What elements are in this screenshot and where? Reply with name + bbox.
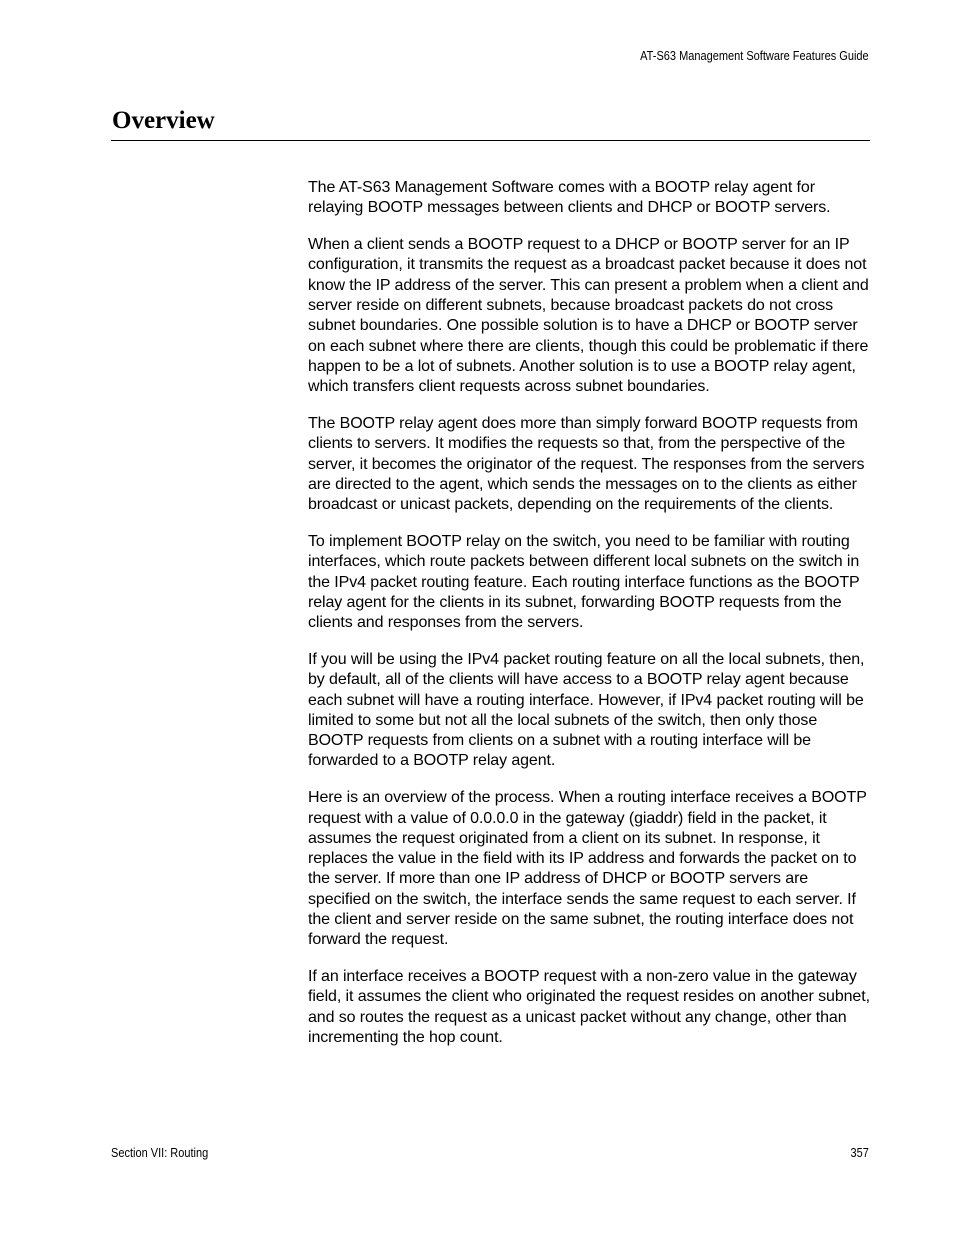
paragraph-1: The AT-S63 Management Software comes with a BOOTP relay agent for relaying BOOTP messages between clients and DHCP or BOOTP servers. bbox=[308, 179, 831, 217]
paragraph-2: When a client sends a BOOTP request to a DHCP or BOOTP server for an IP configuration, it transmits the request as a broadcast packet because it does not know the IP address of the server. This can present a problem when a client and server reside on different subnets, because broadcast packets do not cross subnet boundaries. One possible solution is to have a DHCP or BOOTP server on each subnet where there are clients, though this could be problematic if there happen to be a lot of subnets. Another solution is to use a BOOTP relay agent, which transfers client requests across subnet boundaries. bbox=[308, 236, 869, 396]
paragraph-7: If an interface receives a BOOTP request with a non-zero value in the gateway field, it assumes the client who originated the request resides on another subnet, and so routes the request as a unicast packet without any change, other than incrementing the hop count. bbox=[308, 968, 870, 1046]
paragraph-6: Here is an overview of the process. When a routing interface receives a BOOTP request with a value of 0.0.0.0 in the gateway (giaddr) field in the packet, it assumes the request originated from a client on its subnet. In response, it replaces the value in the field with its IP address and forwards the packet on to the server. If more than one IP address of DHCP or BOOTP servers are specified on the switch, the interface sends the same request to each server. If the client and server reside on the same subnet, the routing interface does not forward the request. bbox=[308, 789, 867, 949]
paragraph-5: If you will be using the IPv4 packet routing feature on all the local subnets, then, by default, all of the clients will have access to a BOOTP relay agent because each subnet will have a routing interface. However, if IPv4 packet routing will be limited to some but not all the local subnets of the switch, then only those BOOTP requests from clients on a subnet with a routing interface will be forwarded to a BOOTP relay agent. bbox=[308, 650, 865, 770]
running-header: AT-S63 Management Software Features Guide bbox=[640, 49, 869, 63]
section-title: Overview bbox=[112, 107, 215, 134]
body-text bbox=[308, 178, 870, 1065]
paragraph-3: The BOOTP relay agent does more than simply forward BOOTP requests from clients to servers. It modifies the requests so that, from the perspective of the server, it becomes the originator of the request. The responses from the servers are directed to the agent, which sends the messages on to the clients as either broadcast or unicast packets, depending on the requirements of the clients. bbox=[308, 414, 865, 514]
footer-page-number: 357 bbox=[850, 1146, 869, 1160]
title-divider bbox=[111, 140, 870, 141]
paragraph-4: To implement BOOTP relay on the switch, you need to be familiar with routing interfaces, which route packets between different local subnets on the switch in the IPv4 packet routing feature. Each routing interface functions as the BOOTP relay agent for the clients in its subnet, forwarding BOOTP requests from the clients and responses from the servers. bbox=[308, 532, 860, 632]
footer-section-label: Section VII: Routing bbox=[111, 1146, 209, 1160]
